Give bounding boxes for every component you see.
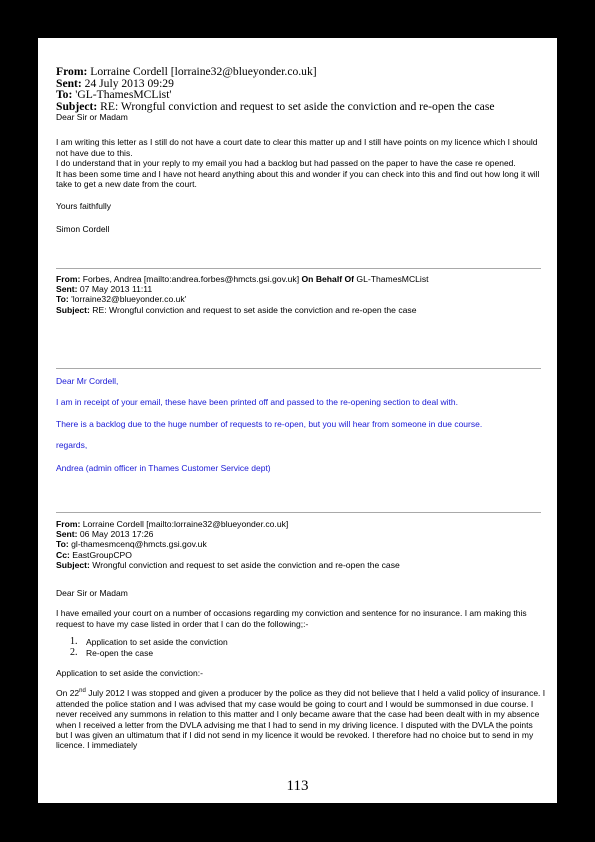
email1-from-label: From:: [56, 65, 88, 78]
email2-sent-value: 07 May 2013 11:11: [79, 284, 153, 295]
email1-subject-value: RE: Wrongful conviction and request to set aside the conviction and re-open the case: [100, 99, 495, 113]
email3-para2: [56, 688, 546, 750]
email2-to-value: 'lorraine32@blueyonder.co.uk': [71, 294, 187, 305]
email3-subject-label: Subject:: [56, 559, 90, 570]
email2-signature: Andrea (admin officer in Thames Customer Service dept): [56, 462, 271, 473]
email3-section-heading: Application to set aside the conviction:-: [56, 668, 203, 679]
email3-body: [56, 588, 546, 751]
email1-signoff: Yours faithfully: [56, 201, 111, 212]
email3-para2-pre: On 22: [56, 688, 80, 699]
email3-list: [56, 637, 546, 658]
list-item: [70, 646, 546, 658]
email2-behalf-label: On Behalf Of: [301, 274, 355, 284]
email3-greeting: Dear Sir or Madam: [56, 588, 128, 598]
email1-sent-label: Sent:: [56, 76, 82, 90]
email3-para2-sup: nd: [79, 688, 86, 695]
email2-subject-label: Subject:: [56, 304, 90, 315]
email1-subject-label: Subject:: [56, 99, 98, 113]
email1-from-value: Lorraine Cordell [lorraine32@blueyonder.co.uk]: [90, 65, 317, 78]
email2-to-label: To:: [56, 294, 69, 305]
email3-header: [56, 519, 546, 570]
email3-cc-value: EastGroupCPO: [72, 549, 132, 560]
document-page: [38, 38, 557, 803]
list-item-number: 2.: [70, 646, 78, 658]
separator-rule: [56, 368, 541, 369]
email2-para1: I am in receipt of your email, these have been printed off and passed to the re-opening section to deal with.: [56, 397, 458, 408]
email3-para2-post: July 2012 I was stopped and given a producer by the police as they did not believe that I held a valid policy of insurance. I attended the police station and I was advised that my case would be going to court and I would be summonsed in due course. I never received any summons in relation to this matter and I only became aware that the case had been dealt with in my absence when I received a letter from the DVLA advising me that I had to send in my driving licence. I disputed with the DVLA the points but I was given an ultimatum that if I did not send in my licence it would be revoked. I therefore had no choice but to send in my licence. I immediately: [56, 688, 546, 751]
email1-header: [56, 66, 546, 112]
email2-sent-label: Sent:: [56, 284, 78, 295]
list-item-number: 1.: [70, 636, 78, 648]
email3-to-value: gl-thamesmcenq@hmcts.gsi.gov.uk: [71, 539, 207, 550]
email2-body: [56, 376, 546, 473]
email1-sent-value: 24 July 2013 09:29: [84, 76, 174, 90]
email3-to-label: To:: [56, 539, 69, 550]
email1-signature: Simon Cordell: [56, 223, 110, 234]
email1-to-value: 'GL-ThamesMCList': [75, 88, 172, 101]
email3-sent-value: 06 May 2013 17:26: [79, 529, 154, 540]
page-number: 113: [286, 778, 309, 794]
email1-greeting: Dear Sir or Madam: [56, 112, 128, 122]
email3-subject-value: Wrongful conviction and request to set aside the conviction and re-open the case: [92, 559, 400, 570]
list-item: [70, 636, 546, 648]
email2-behalf-value: GL-ThamesMCList: [356, 274, 429, 284]
list-item-text: Application to set aside the conviction: [86, 637, 228, 648]
list-item-text: Re-open the case: [86, 647, 154, 658]
email1-to-label: To:: [56, 88, 73, 101]
email2-greeting: Dear Mr Cordell,: [56, 376, 119, 386]
email2-header: [56, 274, 546, 315]
email3-sent-label: Sent:: [56, 529, 78, 540]
email3-from-value: Lorraine Cordell [mailto:lorraine32@blueyonder.co.uk]: [82, 519, 289, 529]
email3-cc-label: Cc:: [56, 549, 70, 560]
email2-from-value: Forbes, Andrea [mailto:andrea.forbes@hmcts.gsi.gov.uk]: [82, 274, 300, 284]
email3-from-label: From:: [56, 519, 81, 529]
email1-para3: It has been some time and I have not heard anything about this and wonder if you can check into this and find out how long it will take to get a new date from the court.: [56, 168, 540, 190]
email1-para2: I do understand that in your reply to my email you had a backlog but had passed on the paper to have the case re opened.: [56, 158, 516, 169]
email2-from-label: From:: [56, 274, 81, 284]
email2-para2: There is a backlog due to the huge number of requests to re-open, but you will hear from someone in due course.: [56, 418, 483, 429]
email3-para1: I have emailed your court on a number of occasions regarding my conviction and sentence for no insurance. I am making this request to have my case listed in order that I can do the following;:-: [56, 608, 527, 629]
email1-para1: I am writing this letter as I still do not have a court date to clear this matter up and I still have points on my licence which I should not have due to this.: [56, 137, 538, 158]
email2-signoff: regards,: [56, 440, 88, 451]
email2-subject-value: RE: Wrongful conviction and request to set aside the conviction and re-open the case: [92, 304, 417, 315]
email1-body: [56, 112, 546, 234]
separator-rule: [56, 512, 541, 513]
separator-rule: [56, 268, 541, 269]
